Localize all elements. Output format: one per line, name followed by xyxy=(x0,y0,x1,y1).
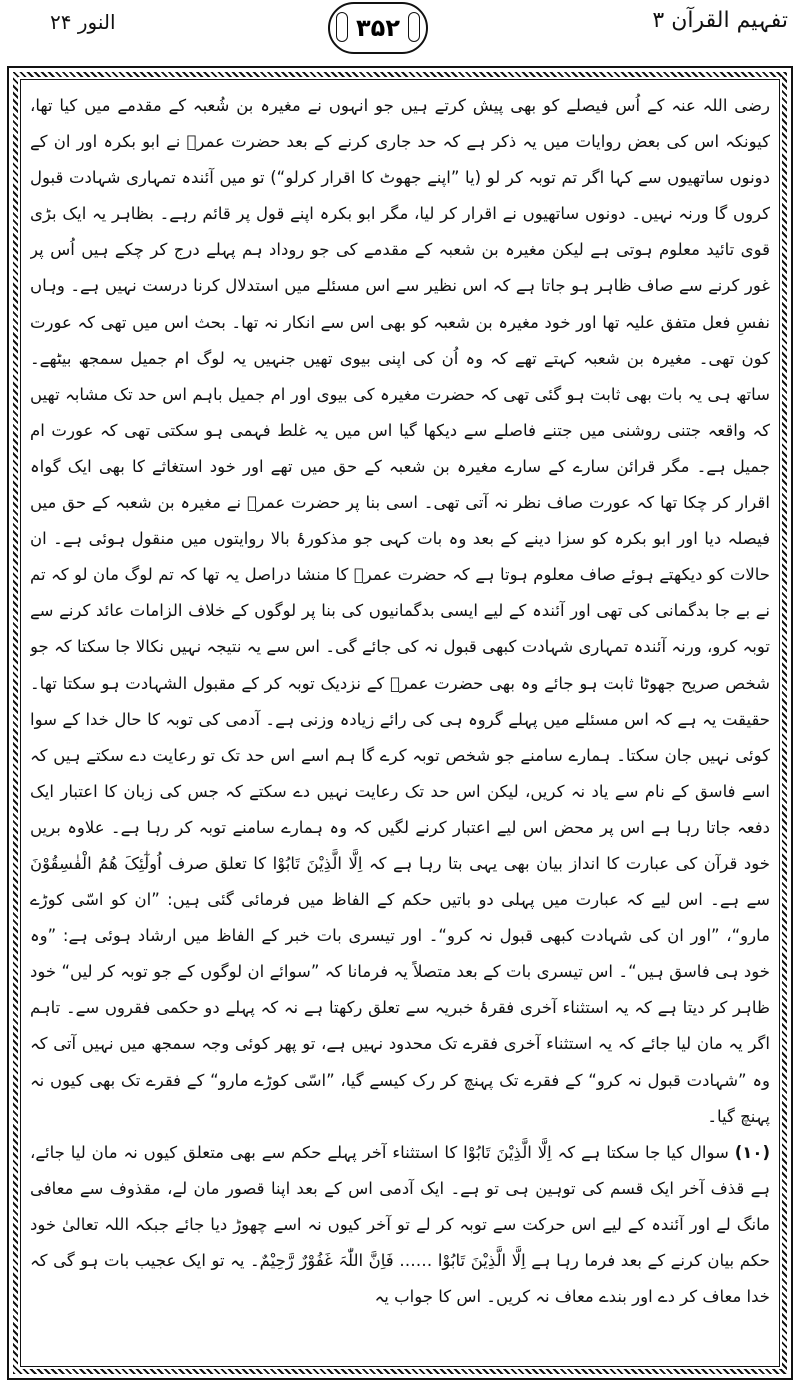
book-title: تفہیم القرآن ۳ xyxy=(652,8,788,33)
note-number: (۱۰) xyxy=(734,1142,770,1162)
paragraph-text: سوال کیا جا سکتا ہے کہ اِلَّا الَّذِیْنَ تَابُوْا کا استثناء آخر پہلے حکم سے بھی متعلق کیوں نہ مان لیا جائے، ہے قذف آخر ایک قسم کی توہین ہی تو ہے۔ ایک آدمی اس کے بعد اپنا قصور مان لے، مقذوف سے معافی مانگ لے اور آئندہ کے لیے اس حرکت سے توبہ کر لے تو آخر کیوں نہ اسے چھوڑ دیا جائے جبکہ اللہ تعالیٰ خود حکم بیان کرنے کے بعد فرما رہا ہے اِلَّا الَّذِیْنَ تَابُوْا …… فَاِنَّ اللّٰہَ غَفُوْرٌ رَّحِیْمٌ۔ یہ تو ایک عجیب بات ہو گی کہ خدا معاف کر دے اور بندے معاف نہ کریں۔ اس کا جواب یہ xyxy=(30,1142,770,1307)
body-text xyxy=(30,88,770,1358)
paragraph xyxy=(30,1135,770,1315)
surah-name: النور ۲۴ xyxy=(50,10,116,34)
page-number: ۳۵۲ xyxy=(328,2,428,54)
paragraph: رضی اللہ عنہ کے اُس فیصلے کو بھی پیش کرتے ہیں جو انہوں نے مغیرہ بن شُعبہ کے مقدمے میں کیا تھا، کیونکہ اس کی بعض روایات میں یہ ذکر ہے کہ حد جاری کرنے کے بعد حضرت عمرؓ نے ابو بکرہ اور ان کے دونوں ساتھیوں سے کہا اگر تم توبہ کر لو (یا ”اپنے جھوٹ کا اقرار کرلو“) تو میں آئندہ تمہاری شہادت قبول کروں گا ورنہ نہیں۔ دونوں ساتھیوں نے اقرار کر لیا، مگر ابو بکرہ اپنے قول پر قائم رہے۔ بظاہر یہ ایک بڑی قوی تائید معلوم ہوتی ہے لیکن مغیرہ بن شعبہ کے مقدمے کی جو روداد ہم پہلے درج کر چکے ہیں اُس پر غور کرنے سے صاف ظاہر ہو جاتا ہے کہ اس نظیر سے اس مسئلے میں استدلال کرنا درست نہیں ہے۔ وہاں نفسِ فعل متفق علیہ تھا اور خود مغیرہ بن شعبہ کو بھی اس سے انکار نہ تھا۔ بحث اس میں تھی کہ عورت کون تھی۔ مغیرہ بن شعبہ کہتے تھے کہ وہ اُن کی اپنی بیوی تھیں جنہیں یہ لوگ ام جمیل سمجھ بیٹھے۔ ساتھ ہی یہ بات بھی ثابت ہو گئی تھی کہ حضرت مغیرہ کی بیوی اور ام جمیل باہم اس حد تک مشابہ تھیں کہ واقعہ جتنی روشنی میں جتنے فاصلے سے دیکھا گیا اس میں یہ غلط فہمی ہو سکتی تھی کہ عورت ام جمیل ہے۔ مگر قرائن سارے کے سارے مغیرہ بن شعبہ کے حق میں تھے اور خود استغاثے کا بھی ایک گواہ اقرار کر چکا تھا کہ عورت صاف نظر نہ آتی تھی۔ اسی بنا پر حضرت عمرؓ نے مغیرہ بن شعبہ کے حق میں فیصلہ دیا اور ابو بکرہ کو سزا دینے کے بعد وہ بات کہی جو مذکورۂ بالا روایتوں میں منقول ہوئی ہے۔ ان حالات کو دیکھتے ہوئے صاف معلوم ہوتا ہے کہ حضرت عمرؓ کا منشا دراصل یہ تھا کہ تم لوگ مان لو کہ تم نے بے جا بدگمانی کی تھی اور آئندہ کے لیے ایسی بدگمانیوں کی بنا پر لوگوں کے خلاف الزامات عائد کرنے سے توبہ کرو، ورنہ آئندہ تمہاری شہادت کبھی قبول نہ کی جائے گی۔ اس سے یہ نتیجہ نہیں نکالا جا سکتا کہ جو شخص صریح جھوٹا ثابت ہو جائے وہ بھی حضرت عمرؓ کے نزدیک توبہ کر کے مقبول الشہادت ہو سکتا تھا۔ حقیقت یہ ہے کہ اس مسئلے میں پہلے گروہ ہی کی رائے زیادہ وزنی ہے۔ آدمی کی توبہ کا حال خدا کے سوا کوئی نہیں جان سکتا۔ ہمارے سامنے جو شخص توبہ کرے گا ہم اسے اس حد تک تو رعایت دے سکتے ہیں کہ اسے فاسق کے نام سے یاد نہ کریں، لیکن اس حد تک رعایت نہیں دے سکتے کہ جس کی زبان کا اعتبار ایک دفعہ جاتا رہا ہے اس پر محض اس لیے اعتبار کرنے لگیں کہ وہ ہمارے سامنے توبہ کر رہا ہے۔ علاوہ بریں خود قرآن کی عبارت کا انداز بیان بھی یہی بتا رہا ہے کہ اِلَّا الَّذِیْنَ تَابُوْا کا تعلق صرف اُولٰٓئِکَ ھُمُ الْفٰسِقُوْنَ سے ہے۔ اس لیے کہ عبارت میں پہلی دو باتیں حکم کے الفاظ میں فرمائی گئی ہیں: ”ان کو اسّی کوڑے مارو“، ”اور ان کی شہادت کبھی قبول نہ کرو“۔ اور تیسری بات خبر کے الفاظ میں ارشاد ہوئی ہے: ”وہ خود ہی فاسق ہیں“۔ اس تیسری بات کے بعد متصلاً یہ فرمانا کہ ”سوائے ان لوگوں کے جو توبہ کر لیں“ خود ظاہر کر دیتا ہے کہ یہ استثناء آخری فقرۂ خبریہ سے تعلق رکھتا ہے نہ کہ پہلے دو حکمی فقروں سے۔ تاہم اگر یہ مان لیا جائے کہ یہ استثناء آخری فقرے تک محدود نہیں ہے، تو پھر کوئی وجہ سمجھ میں نہیں آتی کہ وہ ”شہادت قبول نہ کرو“ کے فقرے تک پہنچ کر رک کیسے گیا، ”اسّی کوڑے مارو“ کے فقرے تک بھی کیوں نہ پہنچ گیا۔ xyxy=(30,96,770,1126)
page-header xyxy=(0,0,800,62)
